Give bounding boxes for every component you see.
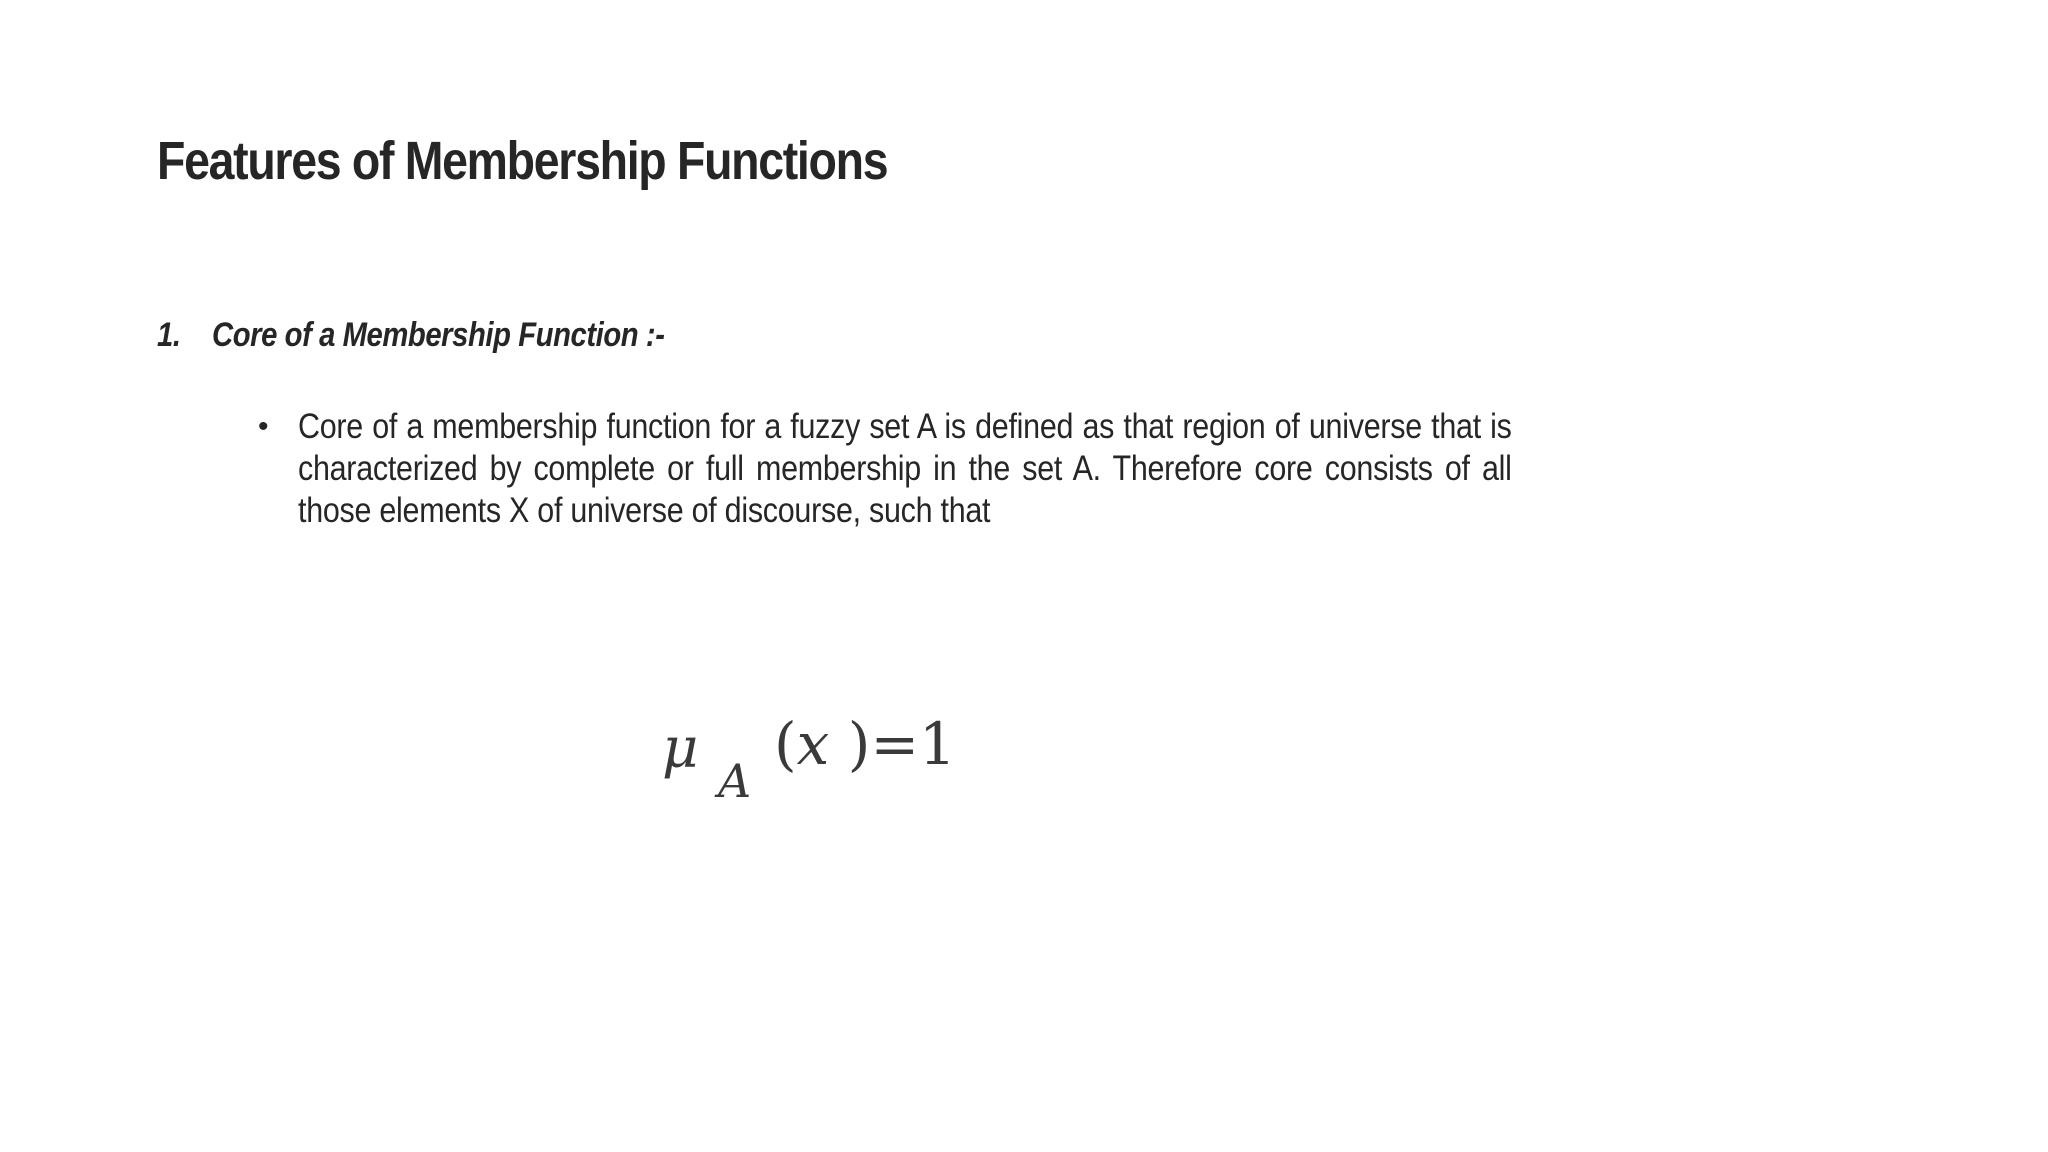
formula-equals: = [870, 710, 920, 778]
core-formula [660, 700, 1000, 820]
section-number: 1. [157, 316, 181, 354]
formula-mu-symbol: μ [662, 716, 699, 781]
section-heading [157, 316, 665, 355]
formula-expression [774, 710, 956, 778]
bullet-text: Core of a membership function for a fuzzy set A is defined as that region of universe that is characterized by complete or full membership in the set A. Therefore core consists of all those elements X of universe of discourse, such that [298, 407, 1512, 530]
formula-open-paren: ( [774, 710, 797, 778]
section-heading-text: Core of a Membership Function :- [212, 316, 665, 354]
bullet-dot: • [258, 410, 269, 443]
formula-subscript: A [718, 754, 752, 808]
formula-variable: x [796, 710, 830, 778]
slide-title: Features of Membership Functions [157, 131, 888, 191]
formula-value: 1 [919, 710, 956, 778]
formula-close-paren: ) [847, 710, 871, 778]
